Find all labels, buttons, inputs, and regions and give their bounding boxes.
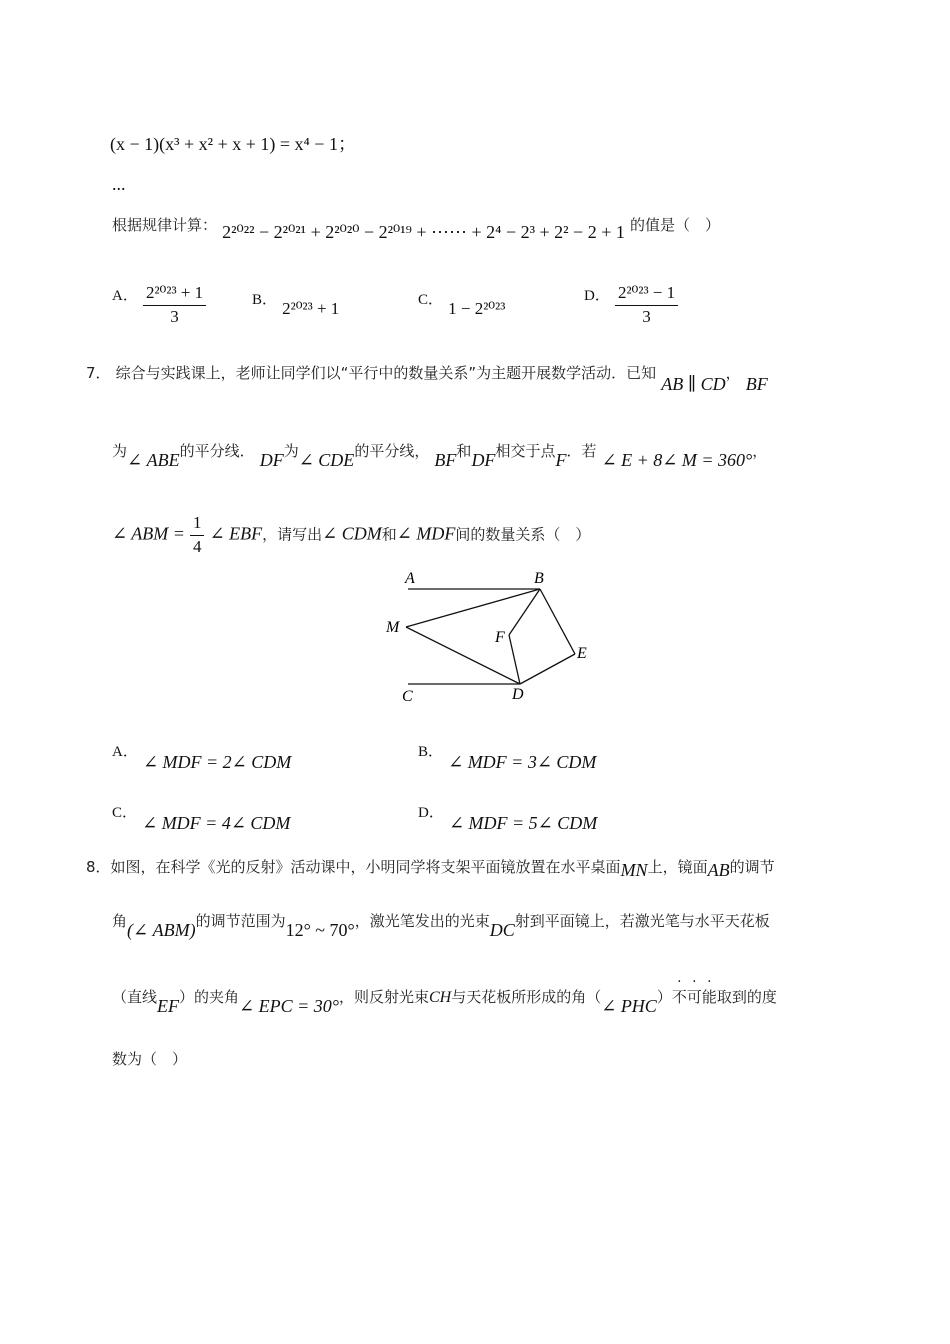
q6-option-c-label: C． <box>418 292 444 308</box>
q7-option-b-label: B． <box>418 744 444 760</box>
q8-line2 <box>112 910 770 940</box>
q6-option-d-numerator: 2²⁰²³ − 1 <box>615 284 678 306</box>
q8-l3-t1: （直线 <box>112 988 158 1006</box>
q7-line1 <box>86 362 768 394</box>
q6-option-b-label: B． <box>252 292 278 308</box>
q7-l2-angle-abe: ∠ ABE <box>127 450 180 470</box>
q7-l3-frac-den: 4 <box>192 536 202 556</box>
q6-prompt <box>112 214 720 242</box>
line-be <box>540 589 575 654</box>
q8-l3-phc: ∠ PHC <box>601 996 657 1016</box>
q7-l3-ebf: ∠ EBF <box>209 523 263 544</box>
q8-l1-t2: 上，镜面 <box>647 858 708 876</box>
q6-ellipsis: ... <box>112 174 126 194</box>
q7-option-c-label: C． <box>112 805 138 821</box>
q7-option-a-label: A． <box>112 744 138 760</box>
q7-l2-df: DF <box>259 450 284 470</box>
q8-l2-abm: (∠ ABM) <box>127 920 196 940</box>
q7-option-c[interactable] <box>112 801 291 833</box>
q6-option-d-denominator: 3 <box>642 306 651 326</box>
q8-l3-t2: ）的夹角 <box>179 988 240 1006</box>
q6-prompt-suffix: 的值是（ ） <box>629 216 720 234</box>
q8-l3-ef: EF <box>157 996 180 1016</box>
line-bm <box>406 589 540 627</box>
label-c: C <box>402 688 413 705</box>
q6-option-a-label: A． <box>112 288 138 304</box>
q8-l3-emph-bu: 不 <box>671 988 687 1006</box>
q8-l3-t5: ） <box>656 988 672 1006</box>
q7-option-b-text: ∠ MDF = 3∠ CDM <box>448 752 597 772</box>
q7-l2-bf: BF <box>434 450 457 470</box>
q7-l2-condition: ∠ E + 8∠ M = 360° <box>601 450 753 470</box>
q8-l2-t1: 角 <box>112 912 128 930</box>
q7-line2 <box>112 440 768 470</box>
q8-l1-t1: 如图，在科学《光的反射》活动课中，小明同学将支架平面镜放置在水平桌面 <box>110 858 621 876</box>
line-ed <box>520 654 575 684</box>
q7-option-c-text: ∠ MDF = 4∠ CDM <box>142 813 291 833</box>
q7-l2-t6: 相交于点 <box>495 442 556 460</box>
q7-l3-mdf: ∠ MDF <box>396 523 456 544</box>
q7-line1-bf: BF <box>745 374 768 394</box>
q8-l2-t2: 的调节范围为 <box>195 912 286 930</box>
q6-prompt-prefix: 根据规律计算： <box>112 216 218 234</box>
q7-l3-fraction <box>190 514 205 556</box>
label-f: F <box>495 629 505 646</box>
q8-l3-emph-ke: 可 <box>686 988 702 1006</box>
q8-l2-t4: 射到平面镜上，若激光笔与水平天花板 <box>514 912 770 930</box>
q7-option-d-text: ∠ MDF = 5∠ CDM <box>448 813 598 833</box>
label-d: D <box>512 686 524 703</box>
label-m: M <box>386 619 400 636</box>
q7-l2-t1: 为 <box>112 442 128 460</box>
label-e: E <box>577 645 587 662</box>
q7-l2-t5: 和 <box>456 442 472 460</box>
q6-option-c-text: 1 − 2²⁰²³ <box>448 299 506 318</box>
q7-l3-frac-num: 1 <box>190 514 205 536</box>
q6-expression: 2²⁰²² − 2²⁰²¹ + 2²⁰²⁰ − 2²⁰¹⁹ + ⋯⋯ + 2⁴ − 2³ + 2² − 2 + 1 <box>222 222 625 242</box>
q8-l3-t4: 与天花板所形成的角（ <box>451 988 602 1006</box>
q8-l2-range: 12° ~ 70° <box>285 920 355 940</box>
q7-l3-t2: 和 <box>381 525 397 544</box>
q8-number: 8． <box>86 858 111 876</box>
q7-figure <box>380 565 600 710</box>
label-a: A <box>405 570 415 587</box>
q6-option-c[interactable] <box>418 288 506 318</box>
q7-l2-t4: 的平分线， <box>354 442 430 460</box>
q6-option-a-denominator: 3 <box>170 306 179 326</box>
q7-l3-t1: ，请写出 <box>262 525 323 544</box>
q7-l3-t3: 间的数量关系（ ） <box>455 525 591 544</box>
q8-l1-mn: MN <box>620 860 648 880</box>
q7-line1-sep: ， <box>725 364 741 382</box>
q8-l3-ch: CH <box>428 989 452 1006</box>
q6-identity-line: (x − 1)(x³ + x² + x + 1) = x⁴ − 1； <box>110 134 356 154</box>
q7-l2-t3: 为 <box>283 442 299 460</box>
q7-l3-abm: ∠ ABM = <box>112 523 185 544</box>
q8-l3-t6: 取到的度 <box>716 988 777 1006</box>
q7-line3 <box>112 514 590 556</box>
q6-option-d[interactable] <box>584 284 678 326</box>
q8-l2-t3: ，激光笔发出的光束 <box>354 912 490 930</box>
q8-line3 <box>112 986 777 1016</box>
q7-l2-t7: ．若 <box>566 442 597 460</box>
q8-l3-epc: ∠ EPC = 30° <box>239 996 339 1016</box>
q6-option-a[interactable] <box>112 284 206 326</box>
q8-l2-dc: DC <box>489 920 515 940</box>
line-fd <box>509 635 520 684</box>
q7-l2-angle-cde: ∠ CDE <box>298 450 355 470</box>
q8-l3-t3: ，则反射光束 <box>338 988 429 1006</box>
q7-l2-t8: ， <box>752 442 768 460</box>
q6-option-a-fraction <box>143 284 206 326</box>
q7-option-d-label: D． <box>418 805 444 821</box>
q6-option-b-text: 2²⁰²³ + 1 <box>282 299 340 318</box>
q6-option-d-label: D． <box>584 288 610 304</box>
q7-l2-df2: DF <box>471 450 496 470</box>
q7-option-d[interactable] <box>418 801 598 833</box>
q7-number: 7． <box>86 364 111 382</box>
q8-line4: 数为（ ） <box>112 1050 188 1068</box>
q8-line1 <box>86 856 775 880</box>
q7-line1-parallel: AB ∥ CD <box>661 374 726 394</box>
q6-option-d-fraction <box>615 284 678 326</box>
q7-l2-f: F <box>555 450 567 470</box>
q6-option-b[interactable] <box>252 288 340 318</box>
q7-line1-text: 综合与实践课上，老师让同学们以“平行中的数量关系”为主题开展数学活动．已知 <box>115 364 657 382</box>
label-b: B <box>534 570 544 587</box>
q7-l3-cdm: ∠ CDM <box>322 523 382 544</box>
q8-l1-t3: 的调节 <box>729 858 775 876</box>
q8-l3-emph-neng: 能 <box>701 988 717 1006</box>
q7-option-a-text: ∠ MDF = 2∠ CDM <box>142 752 292 772</box>
q7-option-b[interactable] <box>418 740 597 772</box>
q7-l2-t2: 的平分线． <box>179 442 255 460</box>
q7-option-a[interactable] <box>112 740 292 772</box>
q8-l1-ab: AB <box>707 860 730 880</box>
q6-option-a-numerator: 2²⁰²³ + 1 <box>143 284 206 306</box>
